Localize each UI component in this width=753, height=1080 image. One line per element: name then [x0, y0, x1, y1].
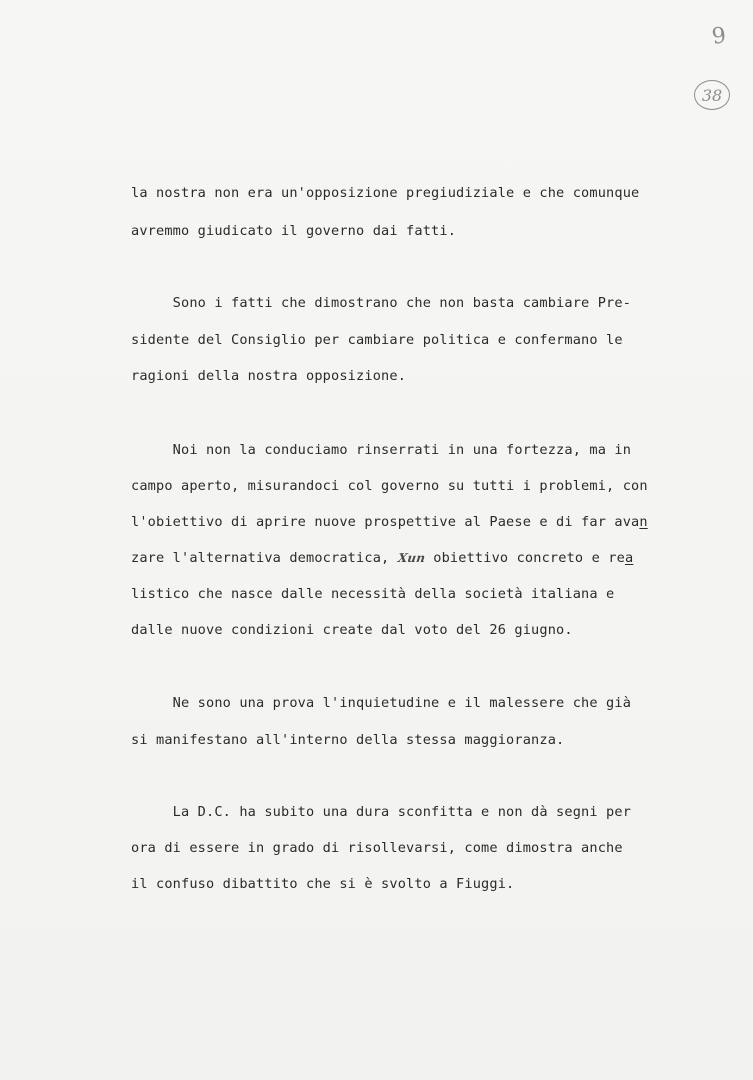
text-segment: obiettivo concreto e re	[424, 550, 625, 566]
text-line: ragioni della nostra opposizione.	[131, 368, 407, 384]
circled-page-number-text: 38	[701, 85, 723, 105]
text-line: campo aperto, misurandoci col governo su tutti i problemi, con	[131, 478, 648, 494]
handwritten-correction: Xun	[396, 551, 426, 565]
text-line	[131, 549, 633, 567]
text-line	[131, 513, 648, 531]
text-line: listico che nasce dalle necessità della società italiana e	[131, 586, 615, 602]
text-line: Noi non la conduciamo rinserrati in una fortezza, ma in	[131, 442, 632, 458]
text-line: la nostra non era un'opposizione pregiudiziale e che comunque	[131, 185, 640, 201]
text-line: Sono i fatti che dimostrano che non basta cambiare Pre-	[131, 295, 632, 311]
text-line: Ne sono una prova l'inquietudine e il malessere che già	[131, 695, 632, 711]
text-line: avremmo giudicato il governo dai fatti.	[131, 223, 457, 239]
text-line: sidente del Consiglio per cambiare politica e confermano le	[131, 332, 623, 348]
text-line: La D.C. ha subito una dura sconfitta e non dà segni per	[131, 804, 632, 820]
text-line: dalle nuove condizioni create dal voto del 26 giugno.	[131, 622, 573, 638]
text-segment: l'obiettivo di aprire nuove prospettive al Paese e di far ava	[131, 514, 640, 530]
text-line: si manifestano all'interno della stessa maggioranza.	[131, 732, 565, 748]
text-line: ora di essere in grado di risollevarsi, come dimostra anche	[131, 840, 623, 856]
handwritten-page-number: 9	[710, 23, 728, 50]
underlined-text-segment: a	[624, 550, 634, 566]
text-segment: zare l'alternativa democratica,	[131, 550, 398, 566]
text-line: il confuso dibattito che si è svolto a Fiuggi.	[131, 876, 515, 892]
circled-page-number	[694, 80, 730, 110]
underlined-text-segment: n	[639, 514, 648, 530]
